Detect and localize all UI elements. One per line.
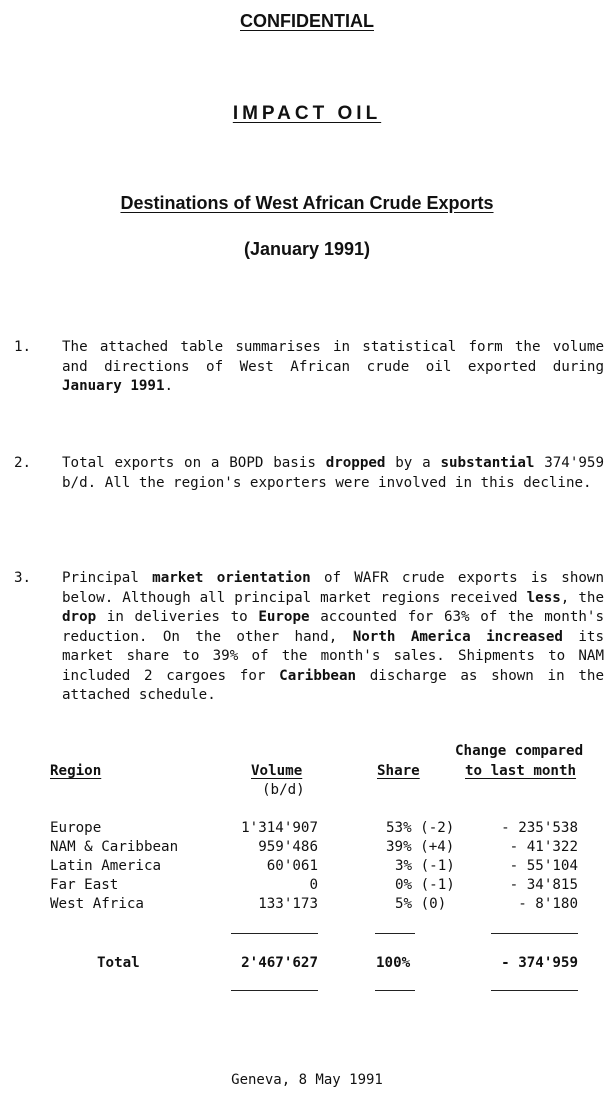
place-date-footer: Geneva, 8 May 1991 — [231, 1072, 383, 1088]
col-header-volume-unit: (b/d) — [262, 782, 305, 798]
total-volume: 2'467'627 — [241, 955, 318, 971]
row-volume: 133'173 — [258, 896, 318, 912]
text-run: by a — [385, 455, 441, 471]
col-header-share: Share — [377, 763, 420, 779]
total-rule — [231, 990, 318, 991]
total-rule — [491, 990, 578, 991]
row-volume: 1'314'907 — [241, 820, 318, 836]
bold-phrase: substantial — [440, 455, 535, 471]
sum-rule — [375, 933, 415, 934]
paragraph-body — [62, 454, 604, 493]
paragraph-body — [62, 338, 604, 397]
bold-phrase: Europe — [258, 609, 310, 625]
document-subtitle: Destinations of West African Crude Exports — [120, 193, 494, 213]
row-region: Europe — [50, 820, 102, 836]
bold-phrase: dropped — [325, 455, 386, 471]
total-share: 100% — [376, 955, 411, 971]
row-share: 53% (-2) — [386, 820, 455, 836]
text-run: The attached table summarises in statistical form the volume and directions of West African crude oil exported during — [62, 339, 604, 375]
row-change: - 34'815 — [509, 877, 578, 893]
sum-rule — [231, 933, 318, 934]
row-region: West Africa — [50, 896, 144, 912]
text-run: Principal — [62, 570, 153, 586]
bold-phrase: drop — [62, 609, 97, 625]
total-change: - 374'959 — [501, 955, 578, 971]
text-run: Total exports on a BOPD basis — [62, 455, 326, 471]
bold-phrase: January 1991 — [62, 378, 165, 394]
row-share: 3% (-1) — [395, 858, 455, 874]
total-label: Total — [97, 955, 140, 971]
row-change: - 41'322 — [509, 839, 578, 855]
report-period: (January 1991) — [243, 239, 371, 259]
row-share: 39% (+4) — [386, 839, 455, 855]
col-header-change-line1: Change compared — [455, 743, 584, 759]
row-volume: 0 — [309, 877, 318, 893]
paragraph-number: 2. — [14, 455, 32, 471]
paragraph-2 — [14, 454, 604, 493]
col-header-region: Region — [50, 763, 102, 779]
text-run: in deliveries to — [96, 609, 259, 625]
paragraph-number: 3. — [14, 570, 32, 586]
row-share: 5% (0) — [395, 896, 447, 912]
row-region: Far East — [50, 877, 119, 893]
paragraph-3 — [14, 569, 604, 706]
paragraph-body — [62, 569, 604, 706]
text-run: . — [164, 378, 174, 394]
confidential-label: CONFIDENTIAL — [240, 11, 374, 31]
text-run: 374'959 b/d. All the region's exporters were involved in this decline. — [62, 455, 604, 491]
row-region: Latin America — [50, 858, 162, 874]
row-change: - 55'104 — [509, 858, 578, 874]
company-name: IMPACT OIL — [232, 103, 382, 124]
row-region: NAM & Caribbean — [50, 839, 179, 855]
bold-phrase: less — [526, 589, 561, 606]
row-volume: 959'486 — [258, 839, 318, 855]
text-run: its market share to 39% of the month's sales. Shipments to NAM included 2 cargoes for — [62, 628, 604, 684]
bold-phrase: Caribbean — [279, 667, 357, 684]
total-rule — [375, 990, 415, 991]
bold-phrase: market orientation — [152, 570, 311, 586]
text-run: accounted for 63% of the month's reduction. On the other hand, — [62, 609, 605, 645]
col-header-change-line2: to last month — [465, 763, 577, 779]
row-change: - 8'180 — [518, 896, 578, 912]
row-share: 0% (-1) — [395, 877, 455, 893]
paragraph-number: 1. — [14, 339, 32, 355]
text-run: , the — [560, 589, 604, 606]
text-run: discharge as shown in the attached schedule. — [62, 667, 604, 703]
paragraph-1 — [14, 338, 604, 397]
text-run: of WAFR crude exports is shown below. Although all principal market regions received — [62, 570, 605, 606]
sum-rule — [491, 933, 578, 934]
bold-phrase: North America increased — [352, 628, 563, 645]
row-volume: 60'061 — [266, 858, 318, 874]
col-header-volume: Volume — [251, 763, 303, 779]
row-change: - 235'538 — [501, 820, 578, 836]
